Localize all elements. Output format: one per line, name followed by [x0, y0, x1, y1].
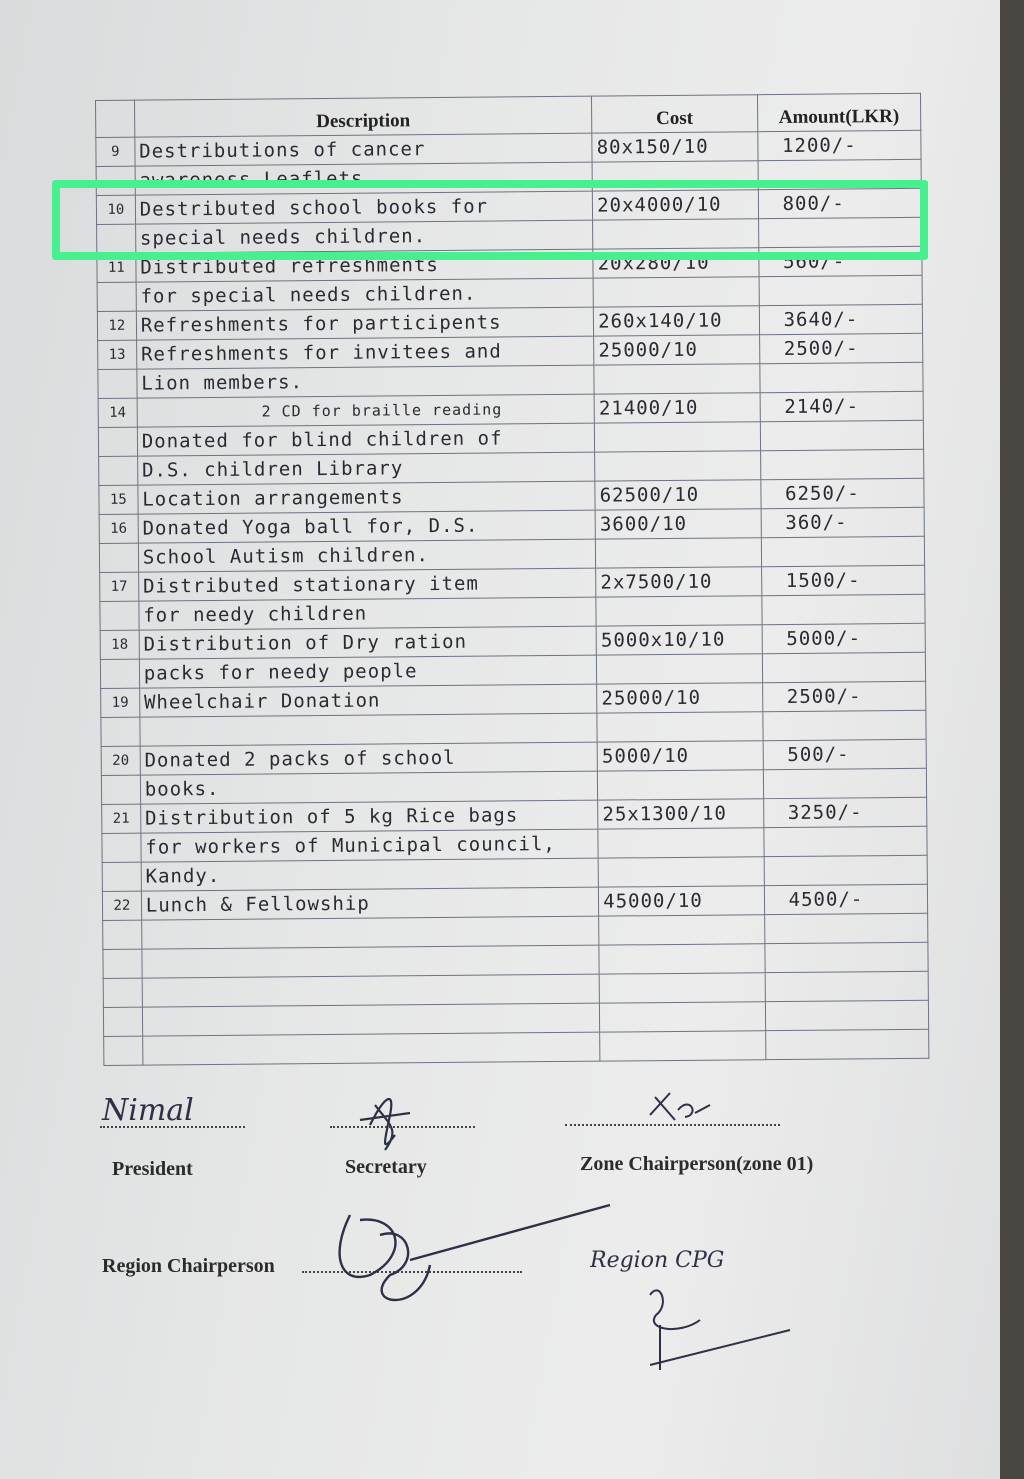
- row-number: 9: [111, 143, 120, 160]
- amount-cell: [759, 362, 923, 392]
- description-cell: [137, 452, 595, 485]
- description-cell: [140, 800, 598, 833]
- empty-cell: [142, 1003, 600, 1036]
- amount-cell: [764, 826, 928, 856]
- description-cell: [140, 713, 598, 746]
- description-cell: [140, 742, 598, 775]
- secretary-sign-line: [330, 1126, 475, 1128]
- cost-cell: [597, 654, 763, 684]
- amount-cell: [761, 565, 925, 595]
- description-cell: [136, 307, 594, 340]
- svg-text:Nimal: Nimal: [102, 1093, 194, 1128]
- cost-header: Cost: [592, 95, 758, 133]
- description-line: Distributed refreshments: [140, 254, 439, 279]
- row-number-cell: [100, 601, 139, 630]
- cost-cell: [598, 828, 764, 858]
- row-number-cell: [100, 630, 139, 659]
- empty-cell: [103, 1007, 142, 1036]
- cost-cell: [598, 770, 764, 800]
- row-number-cell: [100, 659, 139, 688]
- row-number: 19: [111, 694, 129, 711]
- row-number-cell: [98, 369, 137, 398]
- amount-cell: [760, 449, 924, 479]
- description-header: Description: [134, 96, 592, 137]
- table-body: [96, 130, 929, 1065]
- empty-cell: [104, 1036, 143, 1065]
- description-cell: [139, 655, 597, 688]
- row-number: 11: [107, 259, 125, 276]
- description-line: special needs children.: [139, 225, 427, 250]
- cost-cell: [594, 306, 760, 336]
- no-header: [96, 100, 135, 137]
- row-number-cell: [98, 398, 137, 427]
- description-cell: [137, 423, 595, 456]
- president-sign-line: [100, 1126, 245, 1128]
- description-line: Destributed school books for: [139, 195, 489, 221]
- description-line: Distributed stationary item: [142, 572, 479, 598]
- president-label: President: [112, 1158, 193, 1180]
- description-cell: [139, 597, 597, 630]
- description-cell: [141, 887, 599, 920]
- row-number-cell: [97, 311, 136, 340]
- description-cell: [141, 829, 599, 862]
- description-cell: [137, 394, 595, 427]
- empty-cell: [599, 915, 765, 945]
- row-number-cell: [101, 717, 140, 746]
- amount-cell: [763, 768, 927, 798]
- secretary-signature: [340, 1085, 440, 1160]
- row-number: 10: [107, 201, 125, 218]
- cost-cell: [599, 886, 765, 916]
- amount-cell: [762, 652, 926, 682]
- region-cpg-annotation: [590, 1235, 810, 1375]
- empty-cell: [142, 1032, 600, 1065]
- row-number: 17: [110, 578, 128, 595]
- description-cell: [139, 626, 597, 659]
- amount-cell: [761, 594, 925, 624]
- zone-chairperson-sign-line: [565, 1124, 780, 1126]
- description-line: books.: [144, 777, 220, 801]
- description-cell: [138, 539, 596, 572]
- cost-cell: [596, 567, 762, 597]
- description-line: Donated Yoga ball for, D.S.: [142, 514, 479, 540]
- description-cell: [139, 684, 597, 717]
- description-cell: [136, 336, 594, 369]
- description-line: Distribution of 5 kg Rice bags: [144, 804, 519, 830]
- empty-cell: [103, 978, 142, 1007]
- cost-cell: [598, 799, 764, 829]
- cost-value: 2x7500/10: [600, 570, 713, 594]
- description-line: Lion members.: [141, 371, 304, 395]
- row-number-cell: [101, 775, 140, 804]
- description-line: awareness Leaflets.: [139, 167, 376, 192]
- cost-value: 25000/10: [601, 686, 702, 710]
- empty-cell: [599, 973, 765, 1003]
- amount-cell: [763, 797, 927, 827]
- description-line: Distribution of Dry ration: [143, 630, 468, 656]
- cost-value: 21400/10: [598, 396, 699, 420]
- row-number-cell: [99, 514, 138, 543]
- cost-value: 45000/10: [603, 889, 703, 913]
- amount-value: 5000/-: [786, 627, 862, 650]
- amount-cell: [761, 507, 925, 537]
- empty-cell: [142, 974, 600, 1007]
- row-number-cell: [99, 485, 138, 514]
- description-line: Lunch & Fellowship: [145, 892, 370, 917]
- cost-value: 25x1300/10: [602, 802, 727, 826]
- empty-cell: [600, 1002, 766, 1032]
- empty-cell: [103, 949, 142, 978]
- row-number: 22: [113, 897, 131, 914]
- description-line: packs for needy people: [143, 660, 418, 685]
- description-cell: [138, 568, 596, 601]
- row-number-cell: [102, 804, 141, 833]
- amount-cell: [763, 739, 927, 769]
- cost-cell: [595, 480, 761, 510]
- amount-cell: [759, 333, 923, 363]
- description-line: Refreshments for participents: [140, 311, 502, 337]
- amount-value: 3640/-: [783, 308, 859, 331]
- row-number: 16: [110, 520, 128, 537]
- cost-cell: [595, 509, 761, 539]
- amount-value: 800/-: [782, 192, 845, 216]
- cost-cell: [597, 683, 763, 713]
- row-number-cell: [99, 543, 138, 572]
- region-chairperson-label: Region Chairperson: [102, 1255, 275, 1277]
- cost-value: 3600/10: [599, 512, 688, 536]
- empty-cell: [141, 916, 599, 949]
- description-cell: [141, 858, 599, 891]
- amount-value: 2500/-: [786, 685, 862, 708]
- cost-cell: [594, 335, 760, 365]
- row-number-cell: [98, 427, 137, 456]
- amount-cell: [759, 304, 923, 334]
- secretary-label: Secretary: [345, 1156, 427, 1178]
- cost-cell: [592, 132, 758, 162]
- row-number-cell: [97, 282, 136, 311]
- amount-value: 500/-: [787, 743, 850, 766]
- cost-value: 5000/10: [601, 744, 690, 768]
- amount-cell: [761, 536, 925, 566]
- description-cell: [140, 771, 598, 804]
- cost-cell: [598, 857, 764, 887]
- cost-cell: [595, 422, 761, 452]
- description-line: D.S. children Library: [141, 457, 404, 482]
- row-number: 14: [109, 404, 127, 421]
- amount-value: 360/-: [785, 511, 848, 534]
- row-number-cell: [102, 891, 141, 920]
- row-number-cell: [101, 746, 140, 775]
- description-line: for workers of Municipal council,: [145, 833, 556, 859]
- amount-cell: [759, 275, 923, 305]
- amount-cell: [760, 391, 924, 421]
- description-line: Refreshments for invitees and: [140, 340, 502, 366]
- cost-value: 20x4000/10: [597, 193, 722, 217]
- row-number-cell: [99, 456, 138, 485]
- description-cell: [135, 133, 593, 166]
- amount-value: 1200/-: [781, 134, 857, 158]
- cost-cell: [596, 538, 762, 568]
- amount-value: 560/-: [782, 250, 846, 274]
- description-line: 2 CD for braille reading: [261, 400, 503, 421]
- row-10-highlight-box: [52, 180, 928, 260]
- region-chairperson-signature: [320, 1195, 620, 1325]
- amount-value: 4500/-: [788, 888, 864, 911]
- amount-value: 1500/-: [785, 569, 861, 592]
- cost-value: 5000x10/10: [600, 628, 726, 652]
- cost-cell: [594, 393, 760, 423]
- amount-cell: [762, 710, 926, 740]
- empty-cell: [142, 945, 600, 978]
- cost-cell: [593, 277, 759, 307]
- amount-cell: [762, 623, 926, 653]
- amount-value: 6250/-: [784, 482, 860, 505]
- empty-cell: [103, 920, 142, 949]
- empty-cell: [600, 1031, 766, 1061]
- amount-cell: [762, 681, 926, 711]
- description-line: for needy children: [143, 602, 368, 627]
- description-line: Donated for blind children of: [141, 427, 503, 453]
- cost-cell: [597, 741, 763, 771]
- row-number-cell: [102, 833, 141, 862]
- amount-value: 2500/-: [783, 337, 859, 360]
- description-line: Kandy.: [145, 864, 221, 888]
- row-number: 13: [108, 346, 126, 363]
- row-number: 21: [112, 810, 130, 827]
- cost-value: 20x280/10: [597, 251, 710, 275]
- cost-value: 80x150/10: [596, 135, 709, 159]
- row-number-cell: [101, 688, 140, 717]
- description-cell: [138, 510, 596, 543]
- amount-cell: [757, 130, 921, 160]
- cost-value: 25000/10: [598, 338, 699, 362]
- description-cell: [136, 278, 594, 311]
- row-number: 15: [109, 491, 127, 508]
- description-cell: [137, 365, 595, 398]
- president-signature: [100, 1082, 230, 1132]
- amount-value: 3250/-: [787, 801, 863, 824]
- amount-value: 2140/-: [784, 395, 860, 418]
- empty-cell: [764, 913, 928, 943]
- cost-cell: [596, 596, 762, 626]
- row-number-cell: [98, 340, 137, 369]
- row-number-cell: [102, 862, 141, 891]
- cost-cell: [597, 712, 763, 742]
- description-cell: [138, 481, 596, 514]
- description-line: Wheelchair Donation: [143, 689, 381, 714]
- empty-cell: [599, 944, 765, 974]
- row-number: 20: [112, 752, 130, 769]
- row-number: 12: [108, 317, 126, 334]
- amount-header: Amount(LKR): [757, 93, 921, 131]
- cost-cell: [595, 451, 761, 481]
- zone-chairperson-label: Zone Chairperson(zone 01): [580, 1153, 814, 1175]
- empty-cell: [765, 1000, 929, 1030]
- empty-cell: [765, 942, 929, 972]
- svg-text:Region CPG: Region CPG: [590, 1248, 725, 1273]
- description-line: Destributions of cancer: [139, 138, 426, 163]
- description-line: School Autism children.: [142, 544, 429, 569]
- cost-cell: [594, 364, 760, 394]
- cost-value: 62500/10: [599, 483, 700, 507]
- empty-cell: [765, 971, 929, 1001]
- amount-cell: [764, 884, 928, 914]
- cost-value: 260x140/10: [598, 309, 723, 333]
- row-number-cell: [100, 572, 139, 601]
- description-line: for special needs children.: [140, 282, 477, 308]
- cost-cell: [596, 625, 762, 655]
- amount-cell: [760, 420, 924, 450]
- amount-cell: [760, 478, 924, 508]
- row-number-cell: [96, 137, 135, 166]
- empty-cell: [765, 1029, 929, 1059]
- description-line: Donated 2 packs of school: [144, 746, 456, 772]
- row-number: 18: [111, 636, 129, 653]
- description-line: Location arrangements: [142, 486, 404, 511]
- amount-cell: [764, 855, 928, 885]
